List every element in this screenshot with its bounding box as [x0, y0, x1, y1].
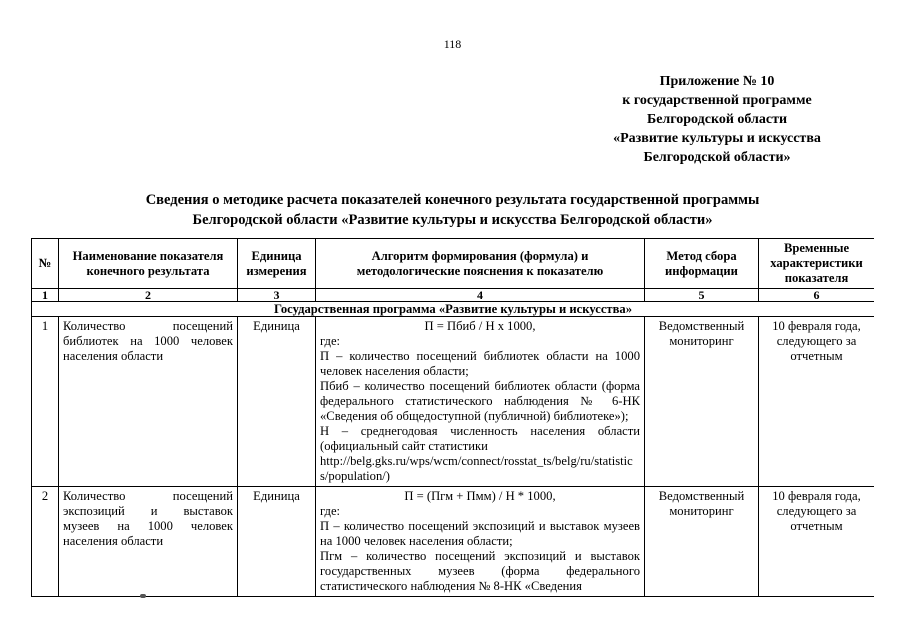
table-row: [32, 317, 875, 487]
appendix-line-2: к государственной программе: [622, 93, 812, 108]
explanation-line: где:: [320, 504, 341, 518]
appendix-line-5: Белгородской области»: [643, 150, 791, 165]
time-cell: 10 февраля года, следующего за отчетным: [759, 317, 875, 487]
explanation-line: где:: [320, 334, 341, 348]
column-number: 5: [645, 289, 759, 302]
table-row: [32, 487, 875, 597]
appendix-line-4: «Развитие культуры и искусства: [613, 131, 821, 146]
header-indicator-name: Наименование показателя конечного результата: [59, 239, 238, 289]
unit-cell: Единица: [238, 317, 316, 487]
column-number: 1: [32, 289, 59, 302]
algorithm-cell: [316, 317, 645, 487]
column-number: 3: [238, 289, 316, 302]
statistics-url: http://belg.gks.ru/wps/wcm/connect/rosstat_ts/belg/ru/statistics/population/): [320, 454, 633, 483]
indicator-name-line: Количество посещений: [63, 319, 233, 333]
indicator-name-line: музеев на 1000 человек: [63, 519, 233, 533]
document-title: [40, 190, 865, 230]
table-header-row: [32, 239, 875, 289]
time-cell: 10 февраля года, следующего за отчетным: [759, 487, 875, 597]
table-column-numbers-row: [32, 289, 875, 302]
explanation-line: Пгм – количество посещений экспозиций и выставок государственных музеев (форма федерального статистического наблюдения № 8-НК «Сведения: [320, 549, 640, 593]
formula: П = (Пгм + Пмм) / Н * 1000,: [404, 489, 556, 503]
indicator-name-line: Количество посещений: [63, 489, 233, 503]
document-title-line-2: Белгородской области «Развитие культуры и искусства Белгородской области»: [192, 212, 713, 228]
indicator-name-line: библиотек на 1000 человек: [63, 334, 233, 348]
appendix-line-3: Белгородской области: [646, 112, 788, 127]
indicator-name: [59, 487, 238, 597]
appendix-line-1: Приложение № 10: [659, 74, 775, 89]
explanation-line: Н – среднегодовая численность населения области (официальный сайт статистики: [320, 424, 640, 453]
method-cell: Ведомственный мониторинг: [645, 487, 759, 597]
methodology-table: [31, 238, 874, 597]
indicator-name-line: населения области: [63, 534, 164, 548]
document-title-line-1: Сведения о методике расчета показателей конечного результата государственной программы: [145, 192, 760, 208]
algorithm-cell: [316, 487, 645, 597]
row-number: 1: [32, 317, 59, 487]
indicator-name-line: экспозиций и выставок: [63, 504, 233, 518]
section-row: [32, 302, 875, 317]
methodology-table-wrapper: [31, 238, 874, 601]
indicator-name-line: населения области: [63, 349, 164, 363]
appendix-heading: [586, 72, 848, 167]
column-number: 6: [759, 289, 875, 302]
header-algorithm: Алгоритм формирования (формула) и методологические пояснения к показателю: [316, 239, 645, 289]
header-method: Метод сбора информации: [645, 239, 759, 289]
header-unit: Единица измерения: [238, 239, 316, 289]
formula: П = Пбиб / Н х 1000,: [424, 319, 536, 333]
explanation-line: П – количество посещений экспозиций и выставок музеев на 1000 человек населения области;: [320, 519, 640, 548]
column-number: 4: [316, 289, 645, 302]
indicator-name: [59, 317, 238, 487]
header-number: №: [32, 239, 59, 289]
section-title: Государственная программа «Развитие культуры и искусства»: [32, 302, 875, 317]
unit-cell: Единица: [238, 487, 316, 597]
column-number: 2: [59, 289, 238, 302]
page-number: 118: [443, 37, 462, 51]
header-time: Временные характеристики показателя: [759, 239, 875, 289]
explanation-line: Пбиб – количество посещений библиотек области (форма федерального статистического наблюдения № 6-НК «Сведения об общедоступной (публичной) библиотеке»);: [320, 379, 640, 423]
explanation-line: П – количество посещений библиотек области на 1000 человек населения области;: [320, 349, 640, 378]
row-number: 2: [32, 487, 59, 597]
scan-speck: [140, 594, 146, 598]
method-cell: Ведомственный мониторинг: [645, 317, 759, 487]
